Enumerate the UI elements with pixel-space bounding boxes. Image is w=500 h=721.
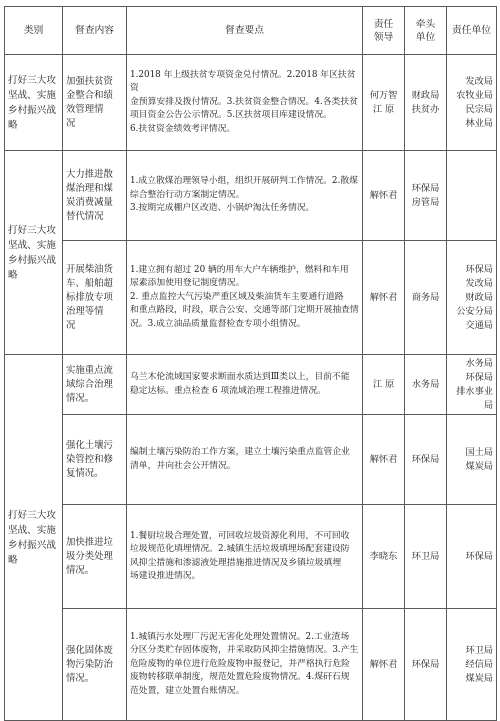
units-cell: 环卫局 经信局 煤炭局 [447, 609, 497, 721]
lead-unit-cell: 环保局 [405, 415, 447, 505]
leader-cell: 何万智 江 原 [363, 55, 405, 151]
content-cell: 大力推进散 煤治理和煤 炭消费减量 替代情况 [63, 151, 127, 241]
content-cell: 强化土壤污 染管控和修 复情况。 [63, 415, 127, 505]
leader-cell: 江 原 [363, 355, 405, 415]
lead-unit-cell: 财政局 扶贫办 [405, 55, 447, 151]
table-row [5, 151, 497, 241]
table-row [5, 355, 497, 415]
units-cell: 环保局 发改局 财政局 公安分局 交通局 [447, 241, 497, 355]
units-cell [447, 151, 497, 241]
leader-cell: 李晓东 [363, 505, 405, 609]
points-cell: 1.2018 年上级扶贫专项资金兑付情况。2.2018 年区扶贫资 金预算安排及拨付情况。3.扶贫资金整合情况。4.各类扶贫 项目资金公告公示情况。5.区扶贫项目库建设情况。 6.扶贫资金绩效考评情况。 [127, 55, 363, 151]
points-cell: 乌兰木伦流域国家要求断面水质达到Ⅲ类以上，目前不能 稳定达标。重点检查 6 项流域治理工程推进情况。 [127, 355, 363, 415]
header-lead-unit: 牵头 单位 [405, 7, 447, 55]
content-cell: 实施重点流 域综合治理 情况。 [63, 355, 127, 415]
lead-unit-cell: 环保局 [405, 609, 447, 721]
units-cell: 环保局 [447, 505, 497, 609]
category-cell: 打好三大攻 坚战、实施 乡村振兴战 略 [5, 151, 63, 355]
points-cell: 1.餐厨垃圾合理处置，可回收垃圾资源化利用，不可回收 垃圾规范化填埋情况。2.城镇生活垃圾填埋场配套建设防 风抑尘措施和渗滤液处理措施推进情况及乡镇垃圾填埋 场建设推进情况。 [127, 505, 363, 609]
header-category: 类别 [5, 7, 63, 55]
points-cell: 1.建立拥有超过 20 辆的用车大户车辆维护，燃料和车用 尿素添加使用登记制度情况。 2. 重点监控大气污染严重区域及柴油货车主要通行道路 和重点路段，时段，联合公安、交通等部门定期开展抽查情 况。3.成立油品质量监督检查专项小组情况。 [127, 241, 363, 355]
table-row [5, 55, 497, 151]
units-cell: 国土局 煤炭局 [447, 415, 497, 505]
points-cell: 编制土壤污染防治工作方案，建立土壤污染重点监管企业 清单，并向社会公开情况。 [127, 415, 363, 505]
lead-unit-cell: 商务局 [405, 241, 447, 355]
header-content: 督查内容 [63, 7, 127, 55]
table-row [5, 241, 497, 355]
table-row [5, 415, 497, 505]
inspection-table [4, 6, 497, 721]
points-cell: 1.成立散煤治理领导小组，组织开展研判工作情况。2.散煤 综合整治行动方案制定情况。 3.按期完成棚户区改造、小锅炉淘汰任务情况。 [127, 151, 363, 241]
units-cell: 发改局 农牧业局 民宗局 林业局 [447, 55, 497, 151]
content-cell: 开展柴油货 车、船舶超 标排放专项 治理等情 况 [63, 241, 127, 355]
header-leader: 责任 领导 [363, 7, 405, 55]
lead-unit-cell: 环卫局 [405, 505, 447, 609]
units-cell: 水务局 环保局 排水事业局 [447, 355, 497, 415]
lead-unit-cell: 环保局 房管局 [405, 151, 447, 241]
lead-unit-cell: 水务局 [405, 355, 447, 415]
content-cell: 加强扶贫资 金整合和绩 效管理情 况 [63, 55, 127, 151]
header-units: 责任单位 [447, 7, 497, 55]
table-row [5, 609, 497, 721]
content-cell: 强化固体废 物污染防治 情况。 [63, 609, 127, 721]
table-row [5, 505, 497, 609]
leader-cell: 解怀君 [363, 415, 405, 505]
leader-cell: 解怀君 [363, 609, 405, 721]
category-cell: 打好三大攻 坚战、实施 乡村振兴战 略 [5, 355, 63, 721]
content-cell: 加快推进垃 圾分类处理 情况。 [63, 505, 127, 609]
category-cell: 打好三大攻 坚战、实施 乡村振兴战 略 [5, 55, 63, 151]
header-points: 督查要点 [127, 7, 363, 55]
points-cell: 1.城镇污水处理厂污泥无害化处理处置情况。2.工业渣场 分区分类贮存固体废物，并采取防风抑尘措施情况。3.产生 危险废物的单位进行危险废物申报登记，并严格执行危险 废物转移联单制度，规范处置危险废物情况。4.煤矸石规 范处置，建立处置台账情况。 [127, 609, 363, 721]
leader-cell: 解怀君 [363, 241, 405, 355]
leader-cell: 解怀君 [363, 151, 405, 241]
header-row [5, 7, 497, 55]
